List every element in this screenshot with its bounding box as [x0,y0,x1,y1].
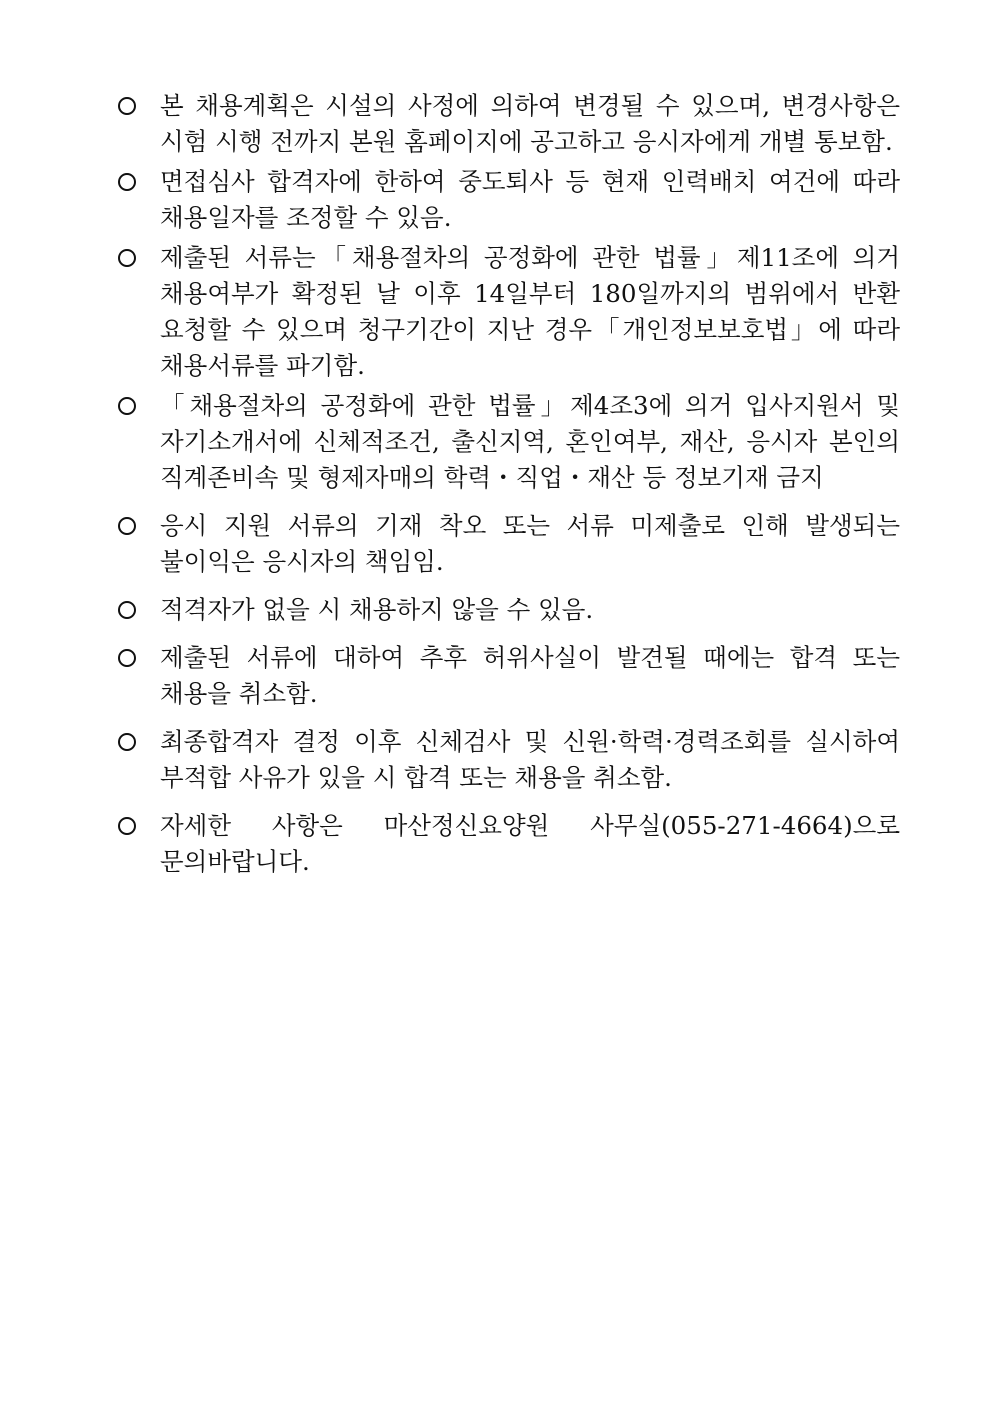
notice-text: 「채용절차의 공정화에 관한 법률」제4조3에 의거 입사지원서 및 자기소개서에 신체적조건, 출신지역, 혼인여부, 재산, 응시자 본인의 직계존비속 및 형제자매의 학력・직업・재산 등 정보기재 금지 [160,391,900,492]
notice-item [118,240,900,384]
notice-item [118,592,900,628]
notice-item [118,640,900,712]
notice-text: 최종합격자 결정 이후 신체검사 및 신원·학력·경력조회를 실시하여 부적합 사유가 있을 시 합격 또는 채용을 취소함. [160,727,900,792]
hollow-circle-bullet-icon [118,601,136,619]
notice-text: 제출된 서류는「채용절차의 공정화에 관한 법률」제11조에 의거 채용여부가 확정된 날 이후 14일부터 180일까지의 범위에서 반환 요청할 수 있으며 청구기간이 지난 경우「개인정보보호법」에 따라 채용서류를 파기함. [160,243,900,380]
hollow-circle-bullet-icon [118,397,136,415]
notice-text: 본 채용계획은 시설의 사정에 의하여 변경될 수 있으며, 변경사항은 시험 시행 전까지 본원 홈페이지에 공고하고 응시자에게 개별 통보함. [160,91,900,156]
notice-text: 면접심사 합격자에 한하여 중도퇴사 등 현재 인력배치 여건에 따라 채용일자를 조정할 수 있음. [160,167,900,232]
notice-text: 적격자가 없을 시 채용하지 않을 수 있음. [160,595,594,624]
notice-item [118,88,900,160]
notice-list [118,88,900,880]
hollow-circle-bullet-icon [118,817,136,835]
notice-text: 제출된 서류에 대하여 추후 허위사실이 발견될 때에는 합격 또는 채용을 취소함. [160,643,900,708]
hollow-circle-bullet-icon [118,173,136,191]
hollow-circle-bullet-icon [118,97,136,115]
notice-item [118,808,900,880]
hollow-circle-bullet-icon [118,249,136,267]
hollow-circle-bullet-icon [118,517,136,535]
hollow-circle-bullet-icon [118,649,136,667]
notice-item [118,724,900,796]
notice-text: 응시 지원 서류의 기재 착오 또는 서류 미제출로 인해 발생되는 불이익은 응시자의 책임임. [160,511,900,576]
hollow-circle-bullet-icon [118,733,136,751]
notice-text: 자세한 사항은 마산정신요양원 사무실(055-271-4664)으로 문의바랍니다. [160,811,900,876]
notice-item [118,164,900,236]
notice-item [118,388,900,496]
notice-item [118,508,900,580]
